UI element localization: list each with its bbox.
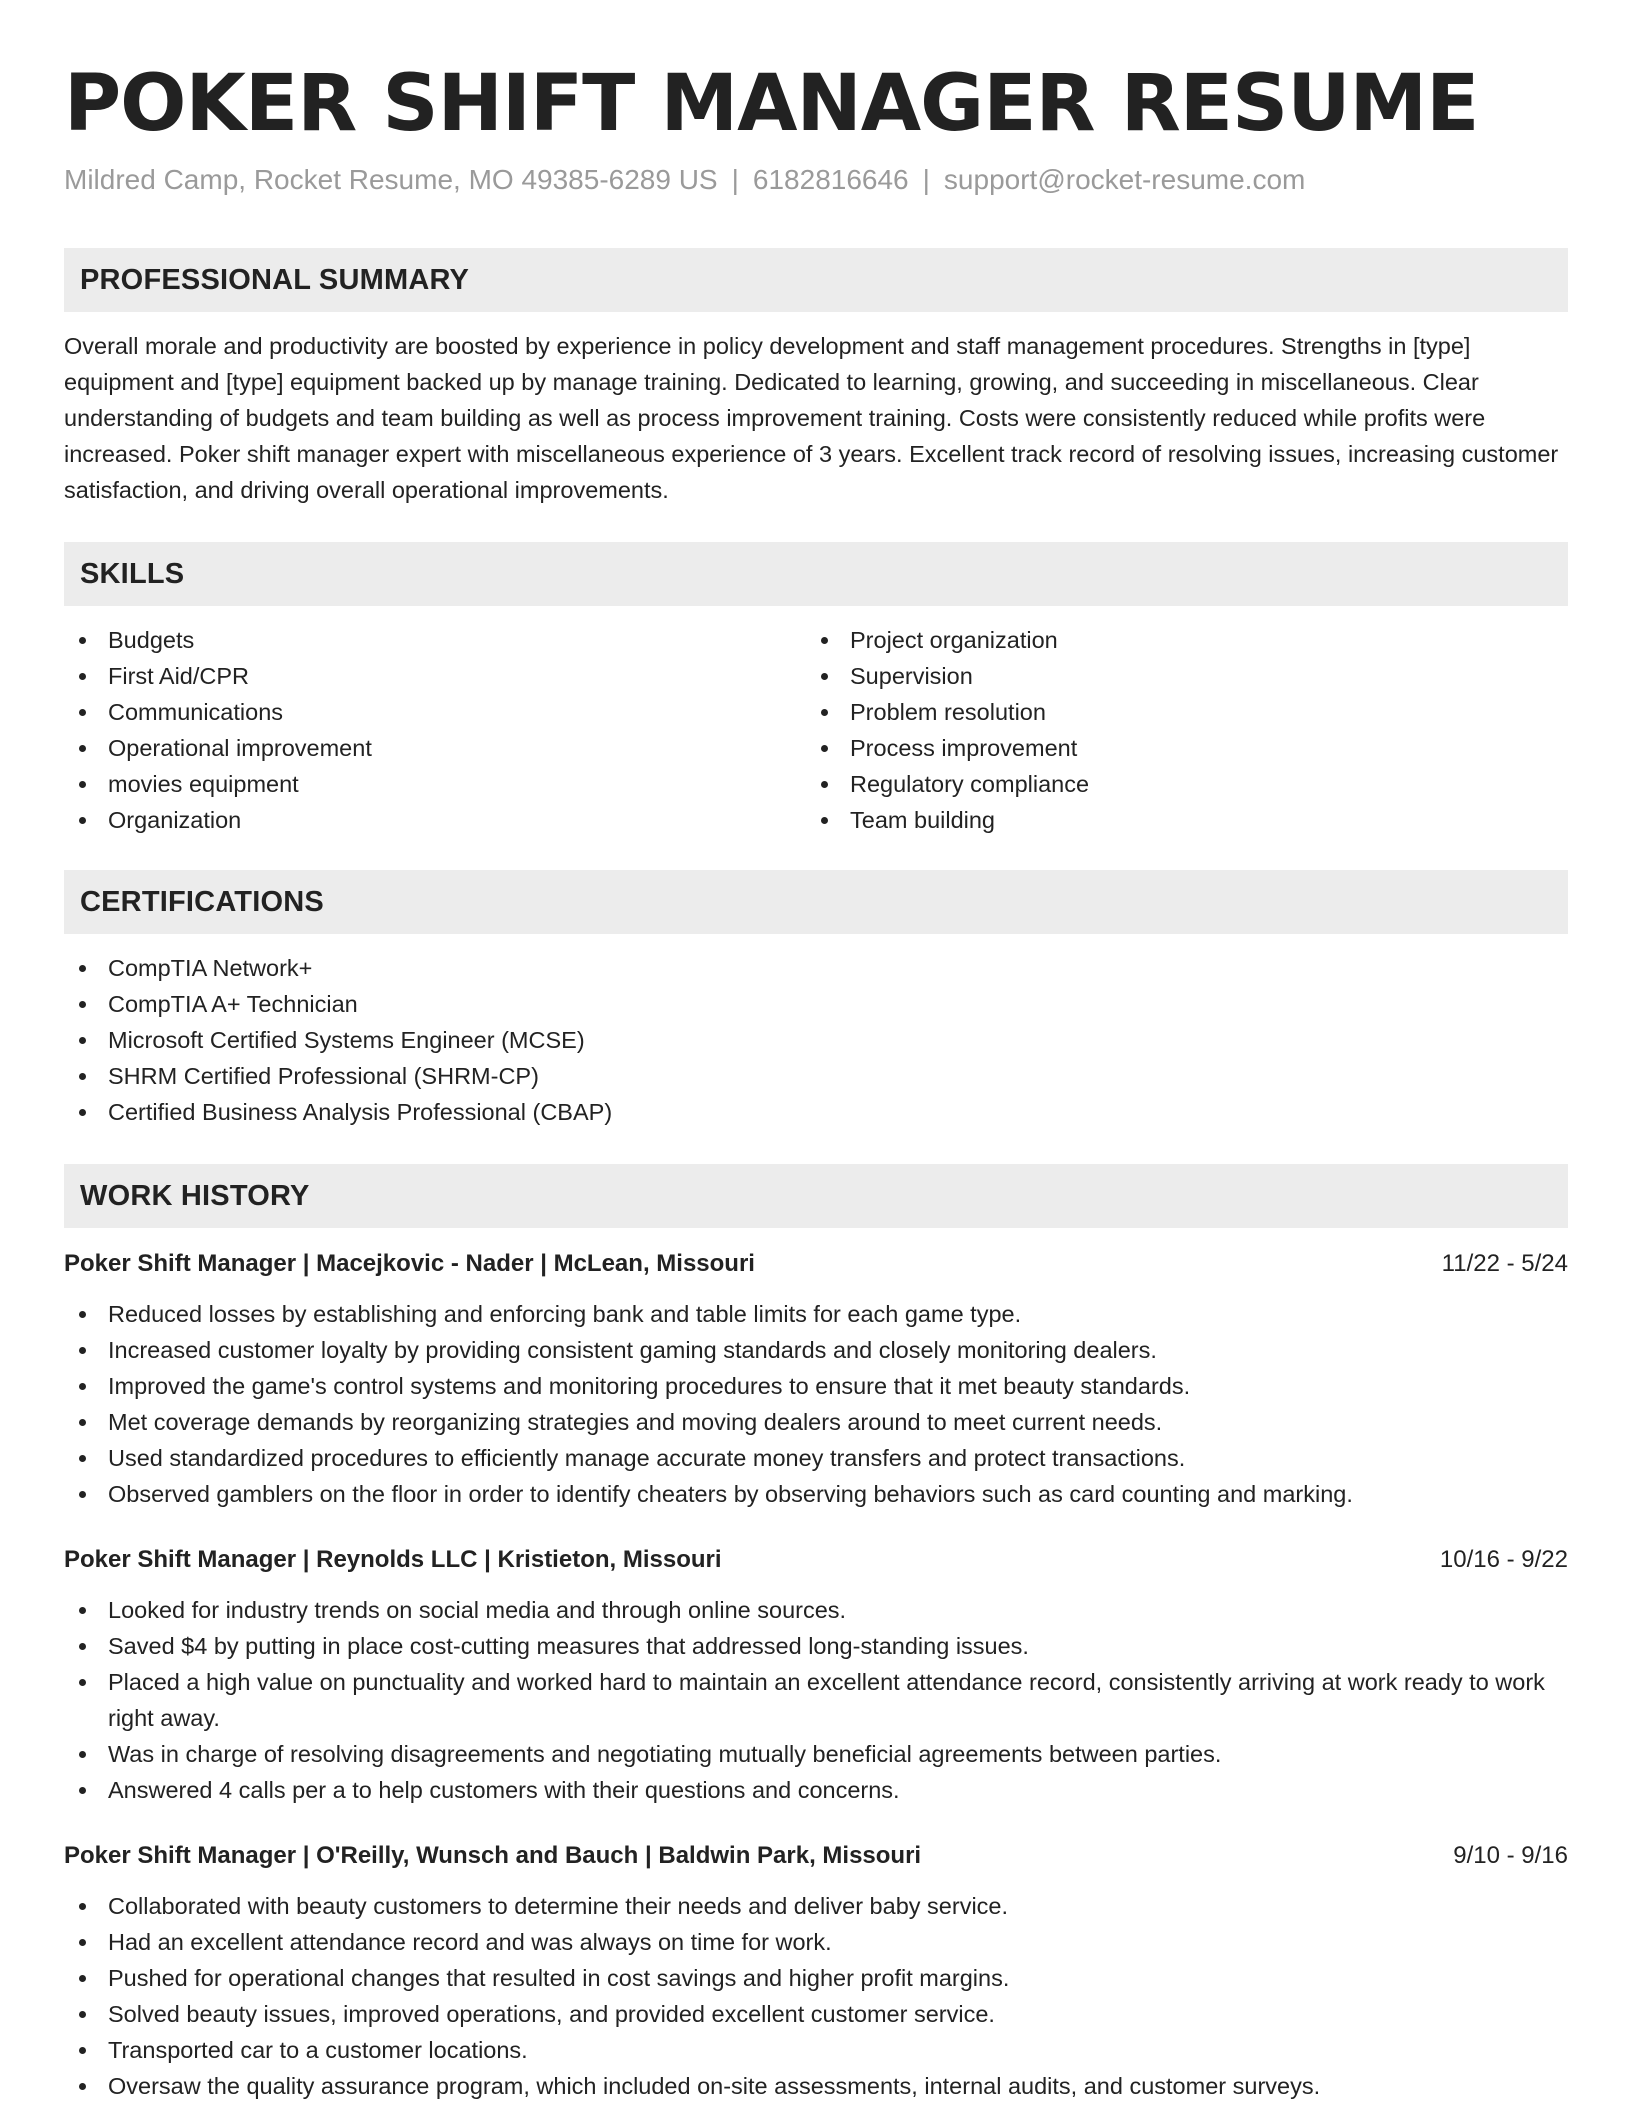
skill-item: Project organization [806, 622, 1548, 658]
job-bullets [64, 1296, 1568, 1512]
job-bullet: Observed gamblers on the floor in order to identify cheaters by observing behaviors such as card counting and marking. [64, 1476, 1568, 1512]
section-header-skills [64, 542, 1568, 606]
section-header-summary [64, 248, 1568, 312]
job-bullet: Placed a high value on punctuality and worked hard to maintain an excellent attendance record, consistently arriving at work ready to work right away. [64, 1664, 1568, 1736]
job-bullet: Answered 4 calls per a to help customers with their questions and concerns. [64, 1772, 1568, 1808]
section-header-work-history [64, 1164, 1568, 1228]
job-header [64, 1544, 1568, 1576]
job-bullet: Increased customer loyalty by providing consistent gaming standards and closely monitoring dealers. [64, 1332, 1568, 1368]
job-title: Poker Shift Manager | Reynolds LLC | Kristieton, Missouri [64, 1546, 722, 1573]
certification-item: Certified Business Analysis Professional (CBAP) [64, 1094, 1568, 1130]
certification-item: CompTIA A+ Technician [64, 986, 1568, 1022]
job-bullet: Pushed for operational changes that resulted in cost savings and higher profit margins. [64, 1960, 1568, 1996]
job-bullet: Met coverage demands by reorganizing strategies and moving dealers around to meet current needs. [64, 1404, 1568, 1440]
skills-columns [64, 622, 1568, 838]
skill-item: Budgets [64, 622, 806, 658]
skill-item: movies equipment [64, 766, 806, 802]
job-dates: 9/10 - 9/16 [1453, 1842, 1568, 1869]
job-dates: 10/16 - 9/22 [1439, 1546, 1568, 1573]
job-bullet: Reduced losses by establishing and enforcing bank and table limits for each game type. [64, 1296, 1568, 1332]
contact-address: Mildred Camp, Rocket Resume, MO 49385-6289 US [64, 164, 718, 195]
contact-separator: | [922, 164, 930, 195]
job-entry [64, 1840, 1568, 2104]
resume-title: POKER SHIFT MANAGER RESUME [64, 59, 1479, 149]
section-title: SKILLS [80, 557, 185, 590]
skill-item: Communications [64, 694, 806, 730]
job-bullets [64, 1888, 1568, 2104]
skill-item: Organization [64, 802, 806, 838]
job-title: Poker Shift Manager | Macejkovic - Nader | McLean, Missouri [64, 1250, 755, 1277]
job-title: Poker Shift Manager | O'Reilly, Wunsch and Bauch | Baldwin Park, Missouri [64, 1842, 922, 1869]
job-entry [64, 1248, 1568, 1512]
skill-item: Team building [806, 802, 1548, 838]
job-bullet: Had an excellent attendance record and was always on time for work. [64, 1924, 1568, 1960]
skill-item: Operational improvement [64, 730, 806, 766]
job-bullet: Looked for industry trends on social media and through online sources. [64, 1592, 1568, 1628]
contact-phone: 6182816646 [752, 164, 909, 195]
certification-item: SHRM Certified Professional (SHRM-CP) [64, 1058, 1568, 1094]
job-bullet: Saved $4 by putting in place cost-cutting measures that addressed long-standing issues. [64, 1628, 1568, 1664]
job-entry [64, 1544, 1568, 1808]
skill-item: Problem resolution [806, 694, 1548, 730]
skills-list-left [64, 622, 806, 838]
certification-item: Microsoft Certified Systems Engineer (MCSE) [64, 1022, 1568, 1058]
section-header-certifications [64, 870, 1568, 934]
job-bullet: Improved the game's control systems and monitoring procedures to ensure that it met beauty standards. [64, 1368, 1568, 1404]
job-bullet: Oversaw the quality assurance program, which included on-site assessments, internal audits, and customer surveys. [64, 2068, 1568, 2104]
job-bullet: Was in charge of resolving disagreements and negotiating mutually beneficial agreements between parties. [64, 1736, 1568, 1772]
summary-text: Overall morale and productivity are boosted by experience in policy development and staff management procedures. Strengths in [type] equipment and [type] equipment backed up by manage training. Dedicated to learning, growing, and succeeding in miscellaneous. Clear understanding of budgets and team building as well as process improvement training. Costs were consistently reduced while profits were increased. Poker shift manager expert with miscellaneous experience of 3 years. Excellent track record of resolving issues, increasing customer satisfaction, and driving overall operational improvements. [64, 333, 1559, 503]
skill-item: First Aid/CPR [64, 658, 806, 694]
job-bullet: Solved beauty issues, improved operations, and provided excellent customer service. [64, 1996, 1568, 2032]
job-bullets [64, 1592, 1568, 1808]
section-title: PROFESSIONAL SUMMARY [80, 263, 470, 296]
section-title: WORK HISTORY [80, 1179, 310, 1212]
section-title: CERTIFICATIONS [80, 885, 324, 918]
skills-list-right [806, 622, 1548, 838]
skill-item: Regulatory compliance [806, 766, 1548, 802]
contact-email: support@rocket-resume.com [943, 164, 1306, 195]
job-header [64, 1840, 1568, 1872]
certifications-list [64, 950, 1568, 1130]
contact-separator: | [731, 164, 739, 195]
skill-item: Process improvement [806, 730, 1548, 766]
job-bullet: Collaborated with beauty customers to determine their needs and deliver baby service. [64, 1888, 1568, 1924]
skill-item: Supervision [806, 658, 1548, 694]
job-dates: 11/22 - 5/24 [1441, 1250, 1568, 1277]
resume-page [64, 56, 1568, 2104]
certification-item: CompTIA Network+ [64, 950, 1568, 986]
job-header [64, 1248, 1568, 1280]
job-bullet: Used standardized procedures to efficiently manage accurate money transfers and protect transactions. [64, 1440, 1568, 1476]
job-bullet: Transported car to a customer locations. [64, 2032, 1568, 2068]
contact-line [64, 162, 1568, 198]
